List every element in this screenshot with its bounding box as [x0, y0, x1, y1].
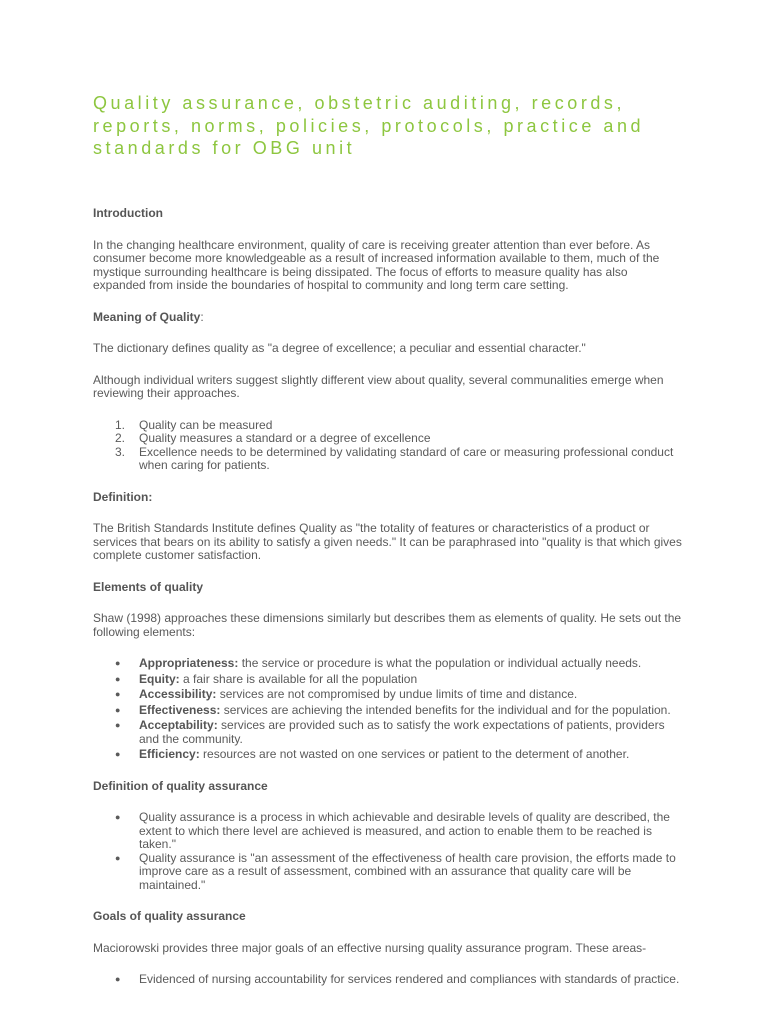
element-term: Effectiveness: — [139, 702, 221, 717]
list-item — [93, 704, 683, 718]
list-item-text: Excellence needs to be determined by validating standard of care or measuring professional conduct when caring for patients. — [139, 444, 674, 472]
list-item — [93, 852, 683, 893]
element-text: services are not compromised by undue limits of time and distance. — [216, 687, 578, 701]
element-text: the service or procedure is what the population or individual actually needs. — [238, 656, 642, 670]
bullet-icon: ● — [115, 720, 121, 730]
element-text: resources are not wasted on one services or patient to the determent of another. — [199, 747, 630, 761]
bullet-icon: ● — [115, 658, 121, 668]
list-item — [93, 673, 683, 687]
meaning-paragraph-writers: Although individual writers suggest slightly different view about quality, several communalities emerge when reviewing their approaches. — [93, 372, 664, 400]
element-text: a fair share is available for all the population — [179, 671, 418, 686]
meaning-heading-suffix: : — [200, 309, 204, 324]
element-term: Appropriateness: — [139, 656, 239, 670]
list-item — [93, 688, 683, 702]
document-title: Quality assurance, obstetric auditing, records, reports, norms, policies, protocols, practice and standards for OBG unit — [93, 93, 645, 158]
elements-paragraph: Shaw (1998) approaches these dimensions similarly but describes them as elements of quality. He sets out the following elements: — [93, 611, 682, 639]
meaning-heading: Meaning of Quality — [93, 309, 201, 324]
bullet-icon: ● — [115, 852, 121, 863]
document-body — [93, 207, 683, 1005]
element-term: Accessibility: — [139, 687, 217, 701]
element-term: Efficiency: — [139, 747, 200, 761]
definition-heading: Definition: — [93, 489, 153, 504]
list-number: 3. — [115, 444, 126, 459]
elements-list — [93, 657, 683, 762]
element-term: Equity: — [139, 671, 180, 686]
bullet-icon: ● — [115, 673, 121, 684]
meaning-heading-line — [93, 311, 683, 325]
bullet-icon: ● — [115, 974, 121, 984]
list-number: 1. — [115, 417, 126, 432]
meaning-paragraph-dictionary: The dictionary defines quality as "a degree of excellence; a peculiar and essential character." — [93, 341, 586, 355]
bullet-icon: ● — [115, 749, 121, 759]
list-item-text: Quality measures a standard or a degree of excellence — [139, 431, 431, 445]
list-item-text: Quality assurance is a process in which achievable and desirable levels of quality are described, the extent to which there level are achieved is measured, and action to enable them to be reached is taken." — [139, 810, 670, 851]
qa-definition-list — [93, 811, 683, 892]
introduction-heading: Introduction — [93, 206, 163, 220]
bullet-icon: ● — [115, 689, 121, 699]
qa-definition-heading: Definition of quality assurance — [93, 778, 268, 793]
bullet-icon: ● — [115, 704, 121, 715]
list-item-text: Quality assurance is "an assessment of the effectiveness of health care provision, the efforts made to improve care as a result of assessment, combined with an assurance that quality care will be maintained." — [139, 850, 676, 892]
goals-list — [93, 973, 683, 987]
list-number: 2. — [115, 431, 126, 445]
list-item — [93, 657, 683, 671]
bullet-icon: ● — [115, 812, 121, 822]
list-item — [93, 419, 683, 433]
list-item-text: Evidenced of nursing accountability for services rendered and compliances with standards of practice. — [139, 972, 680, 986]
list-item — [93, 973, 683, 987]
list-item-text: Quality can be measured — [139, 417, 273, 432]
list-item — [93, 719, 683, 746]
list-item — [93, 811, 683, 852]
meaning-list — [93, 419, 683, 473]
goals-paragraph: Maciorowski provides three major goals of an effective nursing quality assurance program. These areas- — [93, 940, 647, 955]
goals-heading: Goals of quality assurance — [93, 909, 246, 923]
element-term: Acceptability: — [139, 718, 218, 732]
definition-paragraph: The British Standards Institute defines Quality as "the totality of features or characteristics of a product or services that bears on its ability to satisfy a given needs." It can be paraphrased into "quality is that which gives complete customer satisfaction. — [93, 521, 682, 562]
list-item — [93, 432, 683, 446]
list-item — [93, 446, 683, 473]
introduction-paragraph: In the changing healthcare environment, quality of care is receiving greater attention than ever before. As consumer become more knowledgeable as a result of increased information available to them, much of the mystique surrounding healthcare is being dissipated. The focus of efforts to measure quality has also expanded from inside the boundaries of hospital to community and long term care setting. — [93, 237, 660, 292]
element-text: services are achieving the intended benefits for the individual and for the population. — [220, 702, 671, 717]
element-text: services are provided such as to satisfy the work expectations of patients, providers and the community. — [139, 718, 665, 746]
list-item — [93, 748, 683, 762]
elements-heading: Elements of quality — [93, 579, 204, 594]
